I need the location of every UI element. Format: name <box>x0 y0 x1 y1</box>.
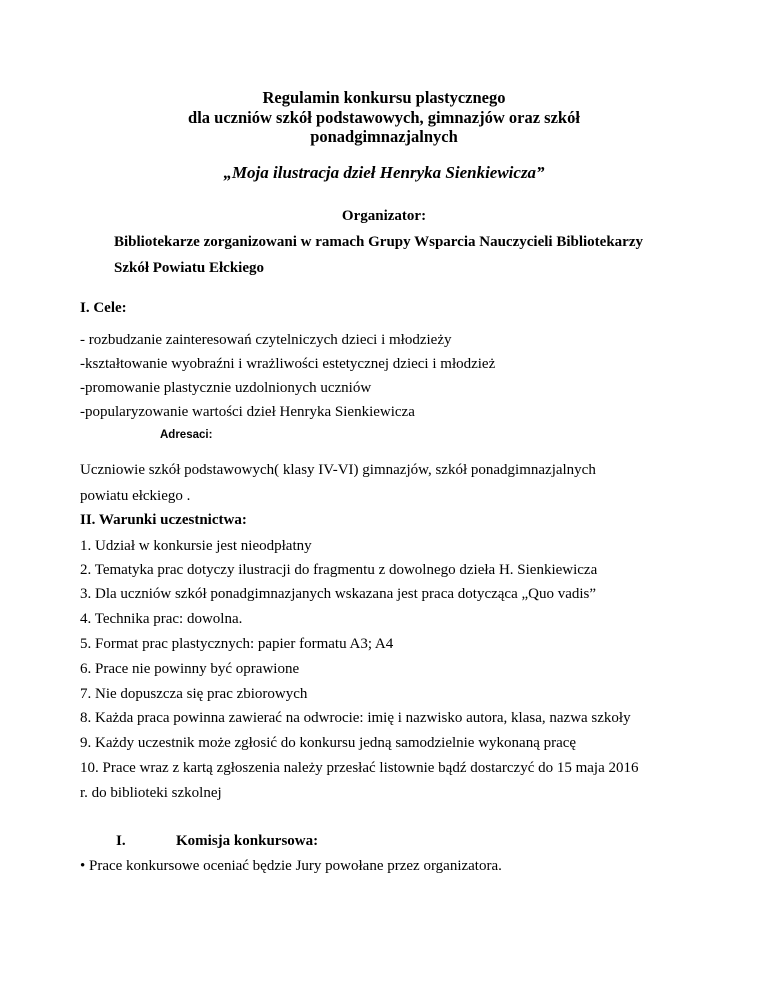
conditions-item: 5. Format prac plastycznych: papier formatu A3; A4 <box>80 636 394 652</box>
conditions-item: r. do biblioteki szkolnej <box>80 785 222 801</box>
conditions-item: 9. Każdy uczestnik może zgłosić do konkursu jedną samodzielnie wykonaną pracę <box>80 735 577 751</box>
goals-item: -popularyzowanie wartości dzieł Henryka Sienkiewicza <box>80 404 415 420</box>
conditions-item: 7. Nie dopuszcza się prac zbiorowych <box>80 686 308 702</box>
conditions-heading: II. Warunki uczestnictwa: <box>80 512 247 528</box>
organizer-line-1: Bibliotekarze zorganizowani w ramach Grupy Wsparcia Nauczycieli Bibliotekarzy <box>114 234 643 250</box>
organizer-heading: Organizator: <box>341 208 427 224</box>
conditions-item: 3. Dla uczniów szkół ponadgimnazjanych wskazana jest praca dotycząca „Quo vadis” <box>80 586 597 602</box>
addressees-heading: Adresaci: <box>160 429 213 441</box>
addressees-line-2: powiatu ełckiego . <box>80 488 191 504</box>
goals-item: - rozbudzanie zainteresowań czytelniczych dzieci i młodzieży <box>80 332 452 348</box>
jury-item: • Prace konkursowe oceniać będzie Jury powołane przez organizatora. <box>80 858 502 874</box>
conditions-item: 6. Prace nie powinny być oprawione <box>80 661 300 677</box>
conditions-item: 10. Prace wraz z kartą zgłoszenia należy przesłać listownie bądź dostarczyć do 15 maja 2016 <box>80 760 639 776</box>
title-line-3: ponadgimnazjalnych <box>310 127 458 146</box>
title-line-1: Regulamin konkursu plastycznego <box>262 88 506 107</box>
goals-heading: I. Cele: <box>80 300 127 316</box>
conditions-item: 4. Technika prac: dowolna. <box>80 611 243 627</box>
conditions-item: 2. Tematyka prac dotyczy ilustracji do fragmentu z dowolnego dzieła H. Sienkiewicza <box>80 562 598 578</box>
conditions-item: 8. Każda praca powinna zawierać na odwrocie: imię i nazwisko autora, klasa, nazwa szkoły <box>80 710 631 726</box>
title-line-2: dla uczniów szkół podstawowych, gimnazjów oraz szkół <box>188 108 580 127</box>
jury-heading: Komisja konkursowa: <box>176 833 319 849</box>
addressees-line-1: Uczniowie szkół podstawowych( klasy IV-VI) gimnazjów, szkół ponadgimnazjalnych <box>80 462 596 478</box>
conditions-item: 1. Udział w konkursie jest nieodpłatny <box>80 538 312 554</box>
jury-number: I. <box>116 833 126 849</box>
contest-subtitle: „Moja ilustracja dzieł Henryka Sienkiewicza” <box>223 163 545 182</box>
goals-item: -promowanie plastycznie uzdolnionych uczniów <box>80 380 372 396</box>
organizer-line-2: Szkół Powiatu Ełckiego <box>114 260 265 276</box>
goals-item: -kształtowanie wyobraźni i wrażliwości estetycznej dzieci i młodzież <box>80 356 496 372</box>
